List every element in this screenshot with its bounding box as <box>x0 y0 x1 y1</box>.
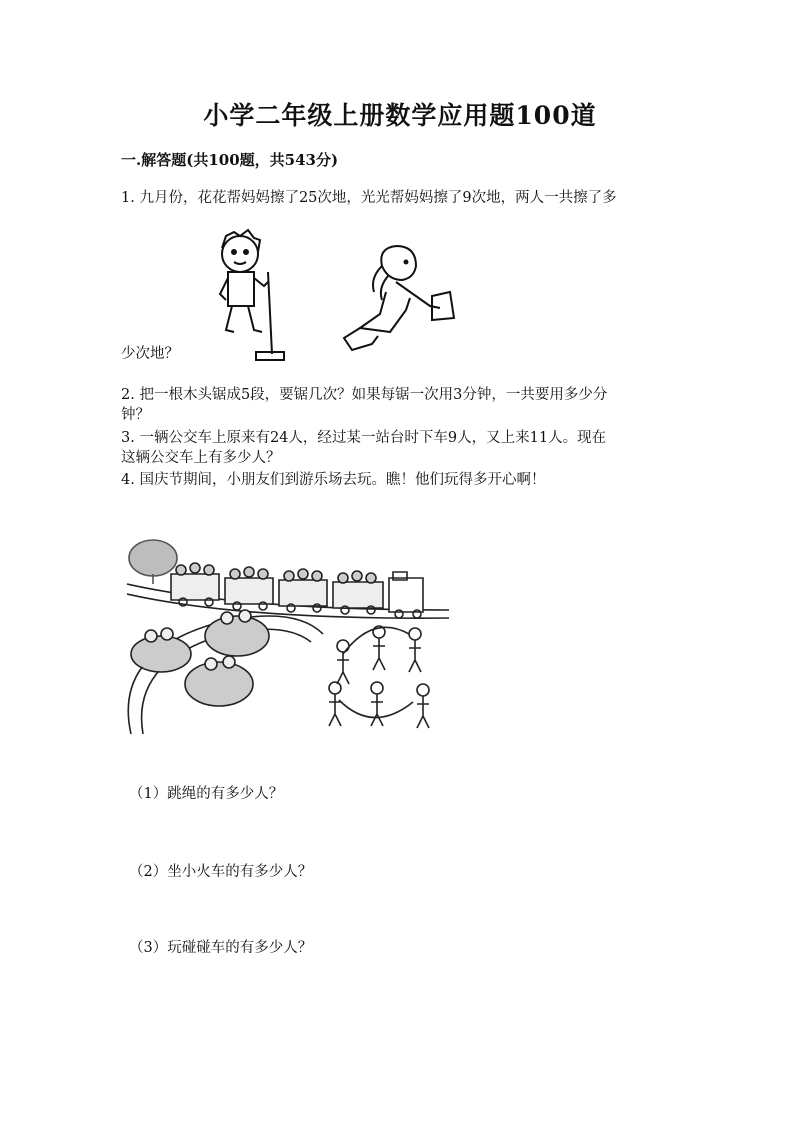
question-2-line-1: 2. 把一根木头锯成5段，要锯几次？如果每锯一次用3分钟，一共要用多少分 <box>121 387 608 403</box>
sub-question-2: （2）坐小火车的有多少人？ <box>129 864 313 880</box>
page-title: 小学二年级上册数学应用题100道 <box>203 101 597 130</box>
question-3-line-1: 3. 一辆公交车上原来有24人，经过某一站台时下车9人，又上来11人。现在 <box>121 430 607 446</box>
sub-question-1: （1）跳绳的有多少人？ <box>129 786 284 802</box>
amusement-park-illustration <box>123 524 449 736</box>
question-1-line-1: 1. 九月份，花花帮妈妈擦了25次地，光光帮妈妈擦了9次地，两人一共擦了多 <box>121 190 617 206</box>
sub-question-3: （3）玩碰碰车的有多少人？ <box>129 940 313 956</box>
question-1-illustration <box>210 226 460 364</box>
tree-drawing <box>129 540 177 584</box>
boy-figure <box>220 230 284 360</box>
question-4-line-1: 4. 国庆节期间，小朋友们到游乐场去玩。瞧！他们玩得多开心啊！ <box>121 472 546 488</box>
section-heading: 一.解答题(共100题，共543分) <box>121 151 339 169</box>
bumper-cars <box>131 610 269 706</box>
girl-figure <box>344 246 454 350</box>
question-1-line-2: 少次地？ <box>121 346 179 362</box>
jump-rope-kids <box>329 626 429 728</box>
question-3-line-2: 这辆公交车上有多少人？ <box>121 450 281 466</box>
question-2-line-2: 钟？ <box>121 407 150 423</box>
